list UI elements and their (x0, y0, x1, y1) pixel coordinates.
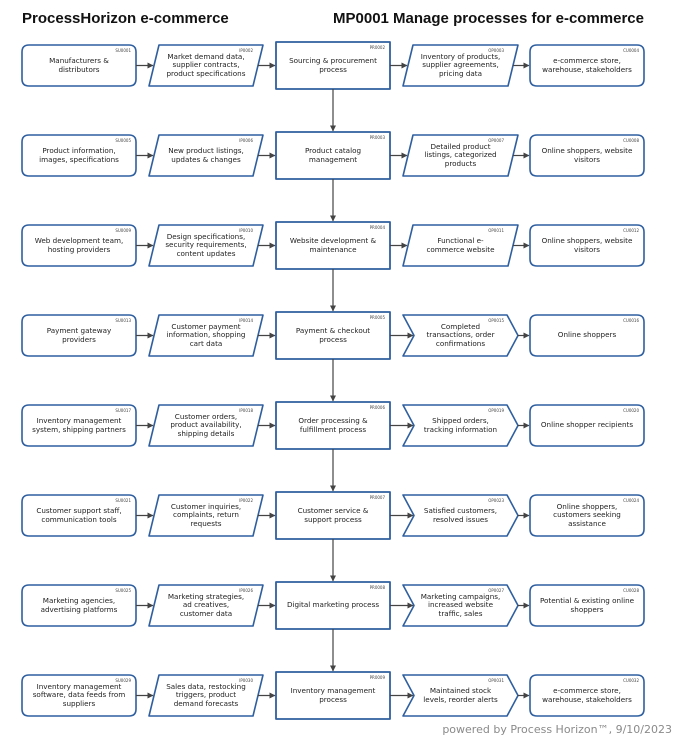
process-label: Payment & checkout process (295, 326, 371, 344)
supplier-label: Marketing agencies, advertising platforms (40, 596, 118, 614)
process-code: PR0005 (369, 315, 385, 320)
diagram-title-right: MP0001 Manage processes for e-commerce (333, 10, 644, 27)
supplier-label: Inventory management software, data feeds from suppliers (32, 682, 126, 708)
process-label: Customer service & support process (297, 506, 369, 524)
output-node[interactable] (403, 495, 518, 536)
output-node[interactable] (403, 675, 518, 716)
customer-code: CU0012 (623, 228, 639, 233)
process-label: Inventory management process (290, 686, 376, 704)
output-label: Marketing campaigns, increased website traffic, sales (420, 592, 501, 618)
supplier-code: SU0013 (115, 318, 131, 323)
process-code: PR0003 (369, 135, 385, 140)
output-code: OP0003 (488, 48, 504, 53)
supplier-node[interactable] (22, 315, 136, 356)
supplier-node[interactable] (22, 45, 136, 86)
output-label: Completed transactions, order confirmations (426, 322, 495, 348)
process-node[interactable] (276, 492, 390, 539)
input-node[interactable] (149, 675, 263, 716)
input-node[interactable] (149, 135, 263, 176)
supplier-label: Product information, images, specifications (39, 146, 119, 164)
input-code: IP0002 (239, 48, 253, 53)
customer-code: CU0020 (623, 408, 639, 413)
output-label: Maintained stock levels, reorder alerts (423, 686, 498, 704)
supplier-code: SU0029 (115, 678, 131, 683)
customer-node[interactable] (530, 675, 644, 716)
input-code: IP0018 (239, 408, 253, 413)
output-code: OP0011 (488, 228, 504, 233)
supplier-node[interactable] (22, 225, 136, 266)
input-code: IP0006 (239, 138, 253, 143)
supplier-code: SU0005 (115, 138, 131, 143)
customer-label: Online shoppers, website visitors (541, 236, 633, 254)
customer-code: CU0008 (623, 138, 639, 143)
output-code: OP0027 (488, 588, 504, 593)
output-code: OP0023 (488, 498, 504, 503)
customer-node[interactable] (530, 405, 644, 446)
input-node[interactable] (149, 315, 263, 356)
output-node[interactable] (403, 225, 518, 266)
supplier-node[interactable] (22, 675, 136, 716)
process-code: PR0002 (369, 45, 385, 50)
supplier-code: SU0025 (115, 588, 131, 593)
process-code: PR0008 (369, 585, 385, 590)
process-node[interactable] (276, 222, 390, 269)
process-label: Sourcing & procurement process (289, 56, 377, 74)
customer-node[interactable] (530, 495, 644, 536)
customer-node[interactable] (530, 585, 644, 626)
process-code: PR0006 (369, 405, 385, 410)
customer-label: Online shoppers, customers seeking assistance (553, 502, 621, 528)
process-code: PR0009 (369, 675, 385, 680)
input-node[interactable] (149, 45, 263, 86)
customer-label: Online shoppers (557, 330, 617, 340)
output-node[interactable] (403, 45, 518, 86)
output-node[interactable] (403, 315, 518, 356)
input-label: Design specifications, security requirements, content updates (165, 232, 247, 258)
customer-node[interactable] (530, 315, 644, 356)
input-node[interactable] (149, 495, 263, 536)
process-node[interactable] (276, 582, 390, 629)
process-label: Website development & maintenance (289, 236, 377, 254)
output-code: OP0019 (488, 408, 504, 413)
supplier-label: Web development team, hosting providers (34, 236, 124, 254)
input-label: Customer payment information, shopping cart data (166, 322, 246, 348)
customer-code: CU0028 (623, 588, 639, 593)
supplier-label: Customer support staff, communication tools (36, 506, 122, 524)
customer-label: e-commerce store, warehouse, stakeholders (542, 686, 632, 704)
input-label: Customer orders, product availability, shipping details (170, 412, 242, 438)
process-node[interactable] (276, 42, 390, 89)
output-label: Shipped orders, tracking information (423, 416, 498, 434)
process-node[interactable] (276, 672, 390, 719)
process-label: Order processing & fulfillment process (298, 416, 368, 434)
supplier-node[interactable] (22, 585, 136, 626)
input-node[interactable] (149, 405, 263, 446)
supplier-code: SU0021 (115, 498, 131, 503)
input-label: Sales data, restocking triggers, product demand forecasts (166, 682, 246, 708)
customer-label: e-commerce store, warehouse, stakeholders (542, 56, 632, 74)
output-label: Satisfied customers, resolved issues (423, 506, 498, 524)
customer-code: CU0016 (623, 318, 639, 323)
supplier-node[interactable] (22, 405, 136, 446)
input-code: IP0030 (239, 678, 253, 683)
customer-label: Online shoppers, website visitors (541, 146, 633, 164)
customer-node[interactable] (530, 45, 644, 86)
customer-label: Online shopper recipients (540, 420, 634, 430)
output-label: Inventory of products, supplier agreements, pricing data (420, 52, 501, 78)
supplier-label: Inventory management system, shipping partners (32, 416, 126, 434)
footer-credit: powered by Process Horizon™, 9/10/2023 (442, 723, 672, 736)
input-code: IP0026 (239, 588, 253, 593)
output-node[interactable] (403, 135, 518, 176)
customer-node[interactable] (530, 225, 644, 266)
output-label: Functional e-commerce website (426, 236, 495, 254)
process-node[interactable] (276, 402, 390, 449)
supplier-code: SU0009 (115, 228, 131, 233)
customer-node[interactable] (530, 135, 644, 176)
supplier-code: SU0017 (115, 408, 131, 413)
input-label: Customer inquiries, complaints, return requests (170, 502, 242, 528)
process-node[interactable] (276, 132, 390, 179)
supplier-node[interactable] (22, 495, 136, 536)
input-code: IP0014 (239, 318, 253, 323)
process-code: PR0007 (369, 495, 385, 500)
input-code: IP0022 (239, 498, 253, 503)
customer-label: Potential & existing online shoppers (539, 596, 635, 614)
output-node[interactable] (403, 585, 518, 626)
input-label: Marketing strategies, ad creatives, customer data (167, 592, 245, 618)
supplier-label: Payment gateway providers (46, 326, 112, 344)
supplier-label: Manufacturers & distributors (49, 56, 109, 74)
supplier-node[interactable] (22, 135, 136, 176)
process-code: PR0004 (369, 225, 385, 230)
output-code: OP0007 (488, 138, 504, 143)
process-label: Digital marketing process (286, 600, 380, 610)
output-label: Detailed product listings, categorized products (424, 142, 497, 168)
input-code: IP0010 (239, 228, 253, 233)
input-label: New product listings, updates & changes (168, 146, 244, 164)
input-node[interactable] (149, 585, 263, 626)
input-node[interactable] (149, 225, 263, 266)
process-node[interactable] (276, 312, 390, 359)
process-label: Product catalog management (304, 146, 362, 164)
diagram-title-left: ProcessHorizon e-commerce (22, 10, 229, 27)
output-node[interactable] (403, 405, 518, 446)
output-code: OP0015 (488, 318, 504, 323)
customer-code: CU0004 (623, 48, 639, 53)
output-code: OP0031 (488, 678, 504, 683)
supplier-code: SU0001 (115, 48, 131, 53)
customer-code: CU0024 (623, 498, 639, 503)
input-label: Market demand data, supplier contracts, product specifications (166, 52, 246, 78)
customer-code: CU0032 (623, 678, 639, 683)
